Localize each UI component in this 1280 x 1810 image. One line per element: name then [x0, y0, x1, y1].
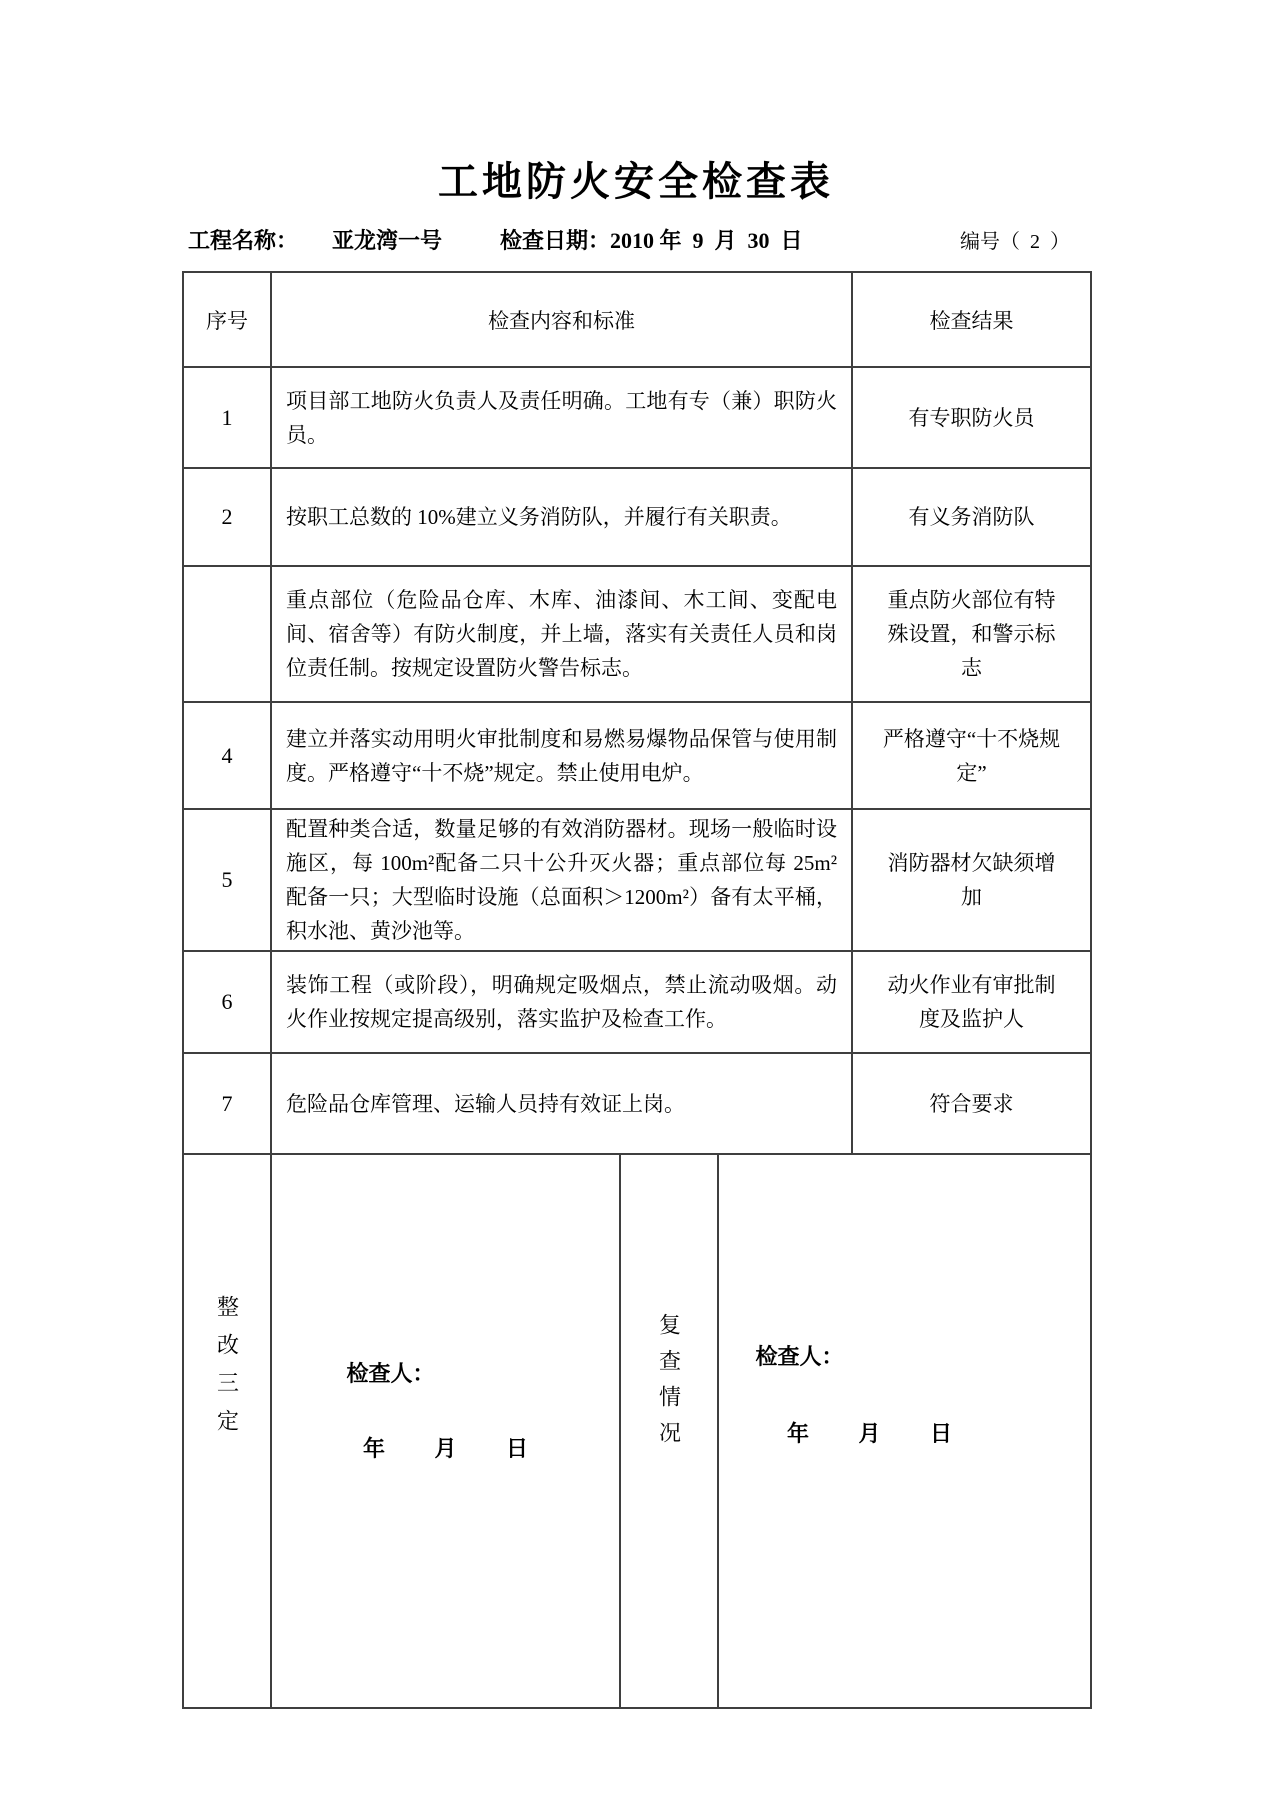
inspection-date-value: 2010 年 9 月 30 日 — [610, 228, 803, 253]
row-content: 重点部位（危险品仓库、木库、油漆间、木工间、变配电间、宿舍等）有防火制度，并上墙，落实有关责任人员和岗位责任制。按规定设置防火警告标志。 — [271, 566, 852, 702]
rectify-section-cell — [183, 1154, 271, 1708]
row-index — [183, 566, 271, 702]
row-index: 2 — [183, 468, 271, 566]
project-name-label: 工程名称： — [188, 228, 299, 253]
table-header-row — [183, 272, 1091, 367]
recheck-section-label: 复查情况 — [656, 1312, 682, 1457]
row-index: 1 — [183, 367, 271, 468]
table-row — [183, 468, 1091, 566]
row-content: 按职工总数的 10%建立义务消防队，并履行有关职责。 — [271, 468, 852, 566]
inspection-date-label: 检查日期： — [500, 228, 611, 253]
table-row — [183, 951, 1091, 1053]
rectify-sign-block — [273, 1357, 618, 1505]
table-row — [183, 367, 1091, 468]
table-row — [183, 702, 1091, 809]
row-content: 建立并落实动用明火审批制度和易燃易爆物品保管与使用制度。严格遵守“十不烧”规定。禁止使用电炉。 — [271, 702, 852, 809]
page-title: 工地防火安全检查表 — [438, 160, 834, 204]
row-result: 严格遵守“十不烧规定” — [852, 702, 1091, 809]
row-result: 消防器材欠缺须增加 — [852, 809, 1091, 951]
row-result: 重点防火部位有特殊设置，和警示标志 — [852, 566, 1091, 702]
inspector-label: 检查人： — [346, 1361, 435, 1386]
row-result: 有义务消防队 — [852, 468, 1091, 566]
project-name-value: 亚龙湾一号 — [332, 228, 443, 253]
table-row — [183, 809, 1091, 951]
rectify-content-cell — [271, 1154, 620, 1708]
table-row — [183, 1053, 1091, 1154]
row-result: 动火作业有审批制度及监护人 — [852, 951, 1091, 1053]
sign-date-placeholder: 年 月 日 — [362, 1436, 528, 1461]
serial-number: 编号（ 2 ） — [960, 231, 1070, 253]
table-row — [183, 566, 1091, 702]
inspection-table — [182, 271, 1092, 1709]
row-content: 装饰工程（或阶段），明确规定吸烟点，禁止流动吸烟。动火作业按规定提高级别，落实监护及检查工作。 — [271, 951, 852, 1053]
row-result: 符合要求 — [852, 1053, 1091, 1154]
row-content: 危险品仓库管理、运输人员持有效证上岗。 — [271, 1053, 852, 1154]
row-index: 4 — [183, 702, 271, 809]
row-index: 7 — [183, 1053, 271, 1154]
header-index: 序号 — [183, 272, 271, 367]
row-content: 项目部工地防火负责人及责任明确。工地有专（兼）职防火员。 — [271, 367, 852, 468]
sign-date-placeholder: 年 月 日 — [787, 1421, 953, 1446]
recheck-sign-block — [720, 1340, 1089, 1522]
meta-line — [188, 224, 1092, 255]
footer-row — [183, 1154, 1091, 1708]
inspector-label: 检查人： — [755, 1344, 844, 1369]
row-result: 有专职防火员 — [852, 367, 1091, 468]
header-result: 检查结果 — [852, 272, 1091, 367]
row-content: 配置种类合适，数量足够的有效消防器材。现场一般临时设施区，每 100m²配备二只十公升灭火器；重点部位每 25m² 配备一只；大型临时设施（总面积＞1200m²）备有太平桶，积水池、黄沙池等。 — [271, 809, 852, 951]
row-index: 6 — [183, 951, 271, 1053]
rectify-section-label: 整改三定 — [214, 1294, 240, 1447]
row-index: 5 — [183, 809, 271, 951]
header-content: 检查内容和标准 — [271, 272, 852, 367]
recheck-section-cell — [620, 1154, 718, 1708]
recheck-content-cell — [718, 1154, 1091, 1708]
